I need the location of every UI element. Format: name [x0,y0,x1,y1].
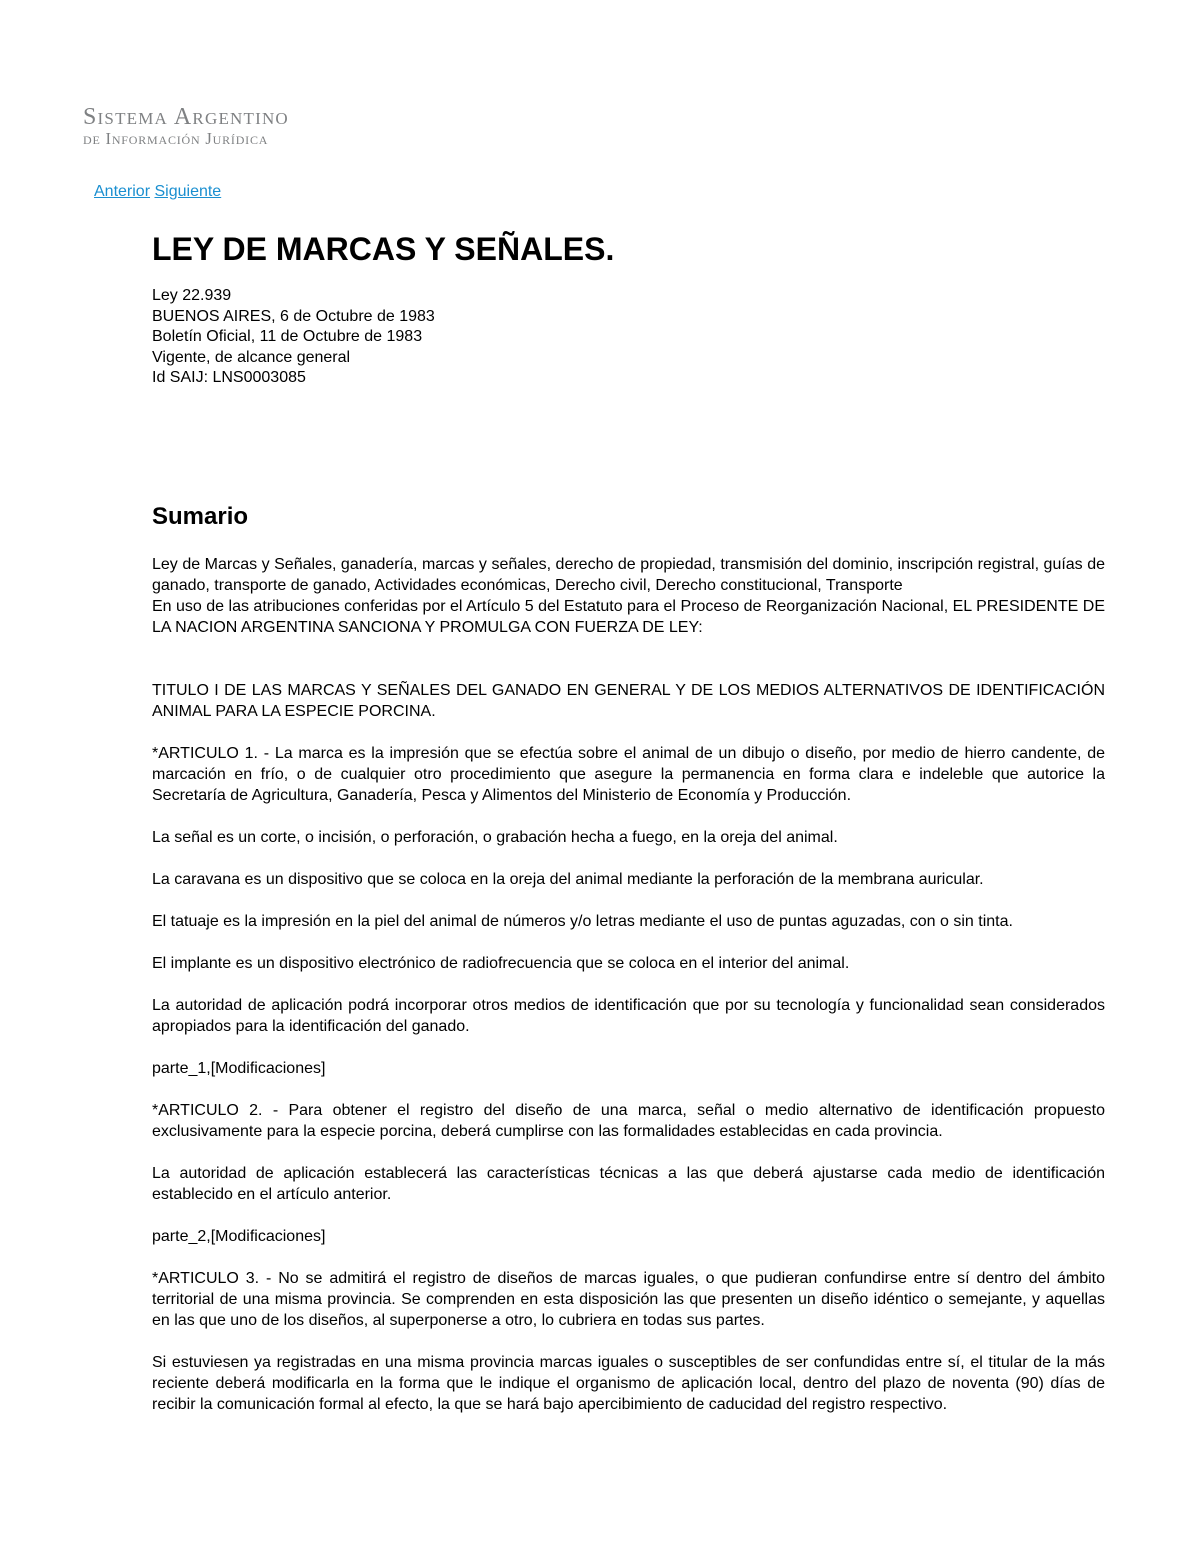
law-place-date: BUENOS AIRES, 6 de Octubre de 1983 [152,307,435,325]
law-metadata [152,286,1105,389]
page-title: LEY DE MARCAS Y SEÑALES. [152,231,615,267]
law-number: Ley 22.939 [152,287,232,304]
logo-line-1: Sistema Argentino [83,104,289,130]
saij-id: Id SAIJ: LNS0003085 [152,369,306,386]
article-1-paragraph: La señal es un corte, o incisión, o perforación, o grabación hecha a fuego, en la oreja del animal. [152,829,838,846]
preamble: En uso de las atribuciones conferidas por el Artículo 5 del Estatuto para el Proceso de Reorganización Nacional, EL PRESIDENTE DE LA NACION ARGENTINA SANCIONA Y PROMULGA CON FUERZA DE LEY: [152,598,1105,636]
next-link[interactable]: Siguiente [154,183,222,200]
title-heading: TITULO I DE LAS MARCAS Y SEÑALES DEL GANADO EN GENERAL Y DE LOS MEDIOS ALTERNATIVOS DE IDENTIFICACIÓN ANIMAL PARA LA ESPECIE PORCINA. [152,682,1105,720]
law-text [152,554,1105,1415]
article-2-paragraph: *ARTICULO 2. - Para obtener el registro del diseño de una marca, señal o medio alternativo de identificación propuesto exclusivamente para la especie porcina, deberá cumplirse con las formalidades establecidas en cada provincia. [152,1102,1105,1140]
previous-link[interactable]: Anterior [94,183,151,200]
article-3-paragraph: *ARTICULO 3. - No se admitirá el registro de diseños de marcas iguales, o que pudieran confundirse entre sí dentro del ámbito territorial de una misma provincia. Se comprenden en esta disposición las que presenten un diseño idéntico o semejante, y aquellas en las que uno de los diseños, al superponerse a otro, lo cubriera en todas sus partes. [152,1270,1105,1329]
summary-text: Ley de Marcas y Señales, ganadería, marcas y señales, derecho de propiedad, transmisión del dominio, inscripción registral, guías de ganado, transporte de ganado, Actividades económicas, Derecho civil, Derecho constitucional, Transporte [152,556,1105,594]
document-body [152,228,1105,1413]
saij-logo [83,105,289,148]
modifications-link-2[interactable]: parte_2,[Modificaciones] [152,1228,326,1245]
article-3-paragraph: Si estuviesen ya registradas en una misma provincia marcas iguales o susceptibles de ser confundidas entre sí, el titular de la más reciente deberá modificarla en la forma que le indique el organismo de aplicación local, dentro del plazo de noventa (90) días de recibir la comunicación formal al efecto, la que se hará bajo apercibimiento de caducidad del registro respectivo. [152,1354,1105,1413]
validity-status: Vigente, de alcance general [152,348,351,366]
pagination-nav [94,183,221,201]
article-1-paragraph: La caravana es un dispositivo que se coloca en la oreja del animal mediante la perforación de la membrana auricular. [152,871,984,888]
article-1-paragraph: El tatuaje es la impresión en la piel del animal de números y/o letras mediante el uso de puntas aguzadas, con o sin tinta. [152,913,1013,930]
modifications-link-1[interactable]: parte_1,[Modificaciones] [152,1060,326,1077]
article-1-paragraph: La autoridad de aplicación podrá incorporar otros medios de identificación que por su tecnología y funcionalidad sean considerados apropiados para la identificación del ganado. [152,997,1105,1035]
article-2-paragraph: La autoridad de aplicación establecerá las características técnicas a las que deberá ajustarse cada medio de identificación establecido en el artículo anterior. [152,1165,1105,1203]
summary-heading: Sumario [152,503,249,530]
article-1-paragraph: El implante es un dispositivo electrónico de radiofrecuencia que se coloca en el interior del animal. [152,955,850,972]
official-bulletin-date: Boletín Oficial, 11 de Octubre de 1983 [152,328,423,345]
logo-line-2: de Información Jurídica [83,129,269,149]
article-1-paragraph: *ARTICULO 1. - La marca es la impresión que se efectúa sobre el animal de un dibujo o diseño, por medio de hierro candente, de marcación en frío, o de cualquier otro procedimiento que asegure la permanencia en forma clara e indeleble que autorice la Secretaría de Agricultura, Ganadería, Pesca y Alimentos del Ministerio de Economía y Producción. [152,745,1105,804]
